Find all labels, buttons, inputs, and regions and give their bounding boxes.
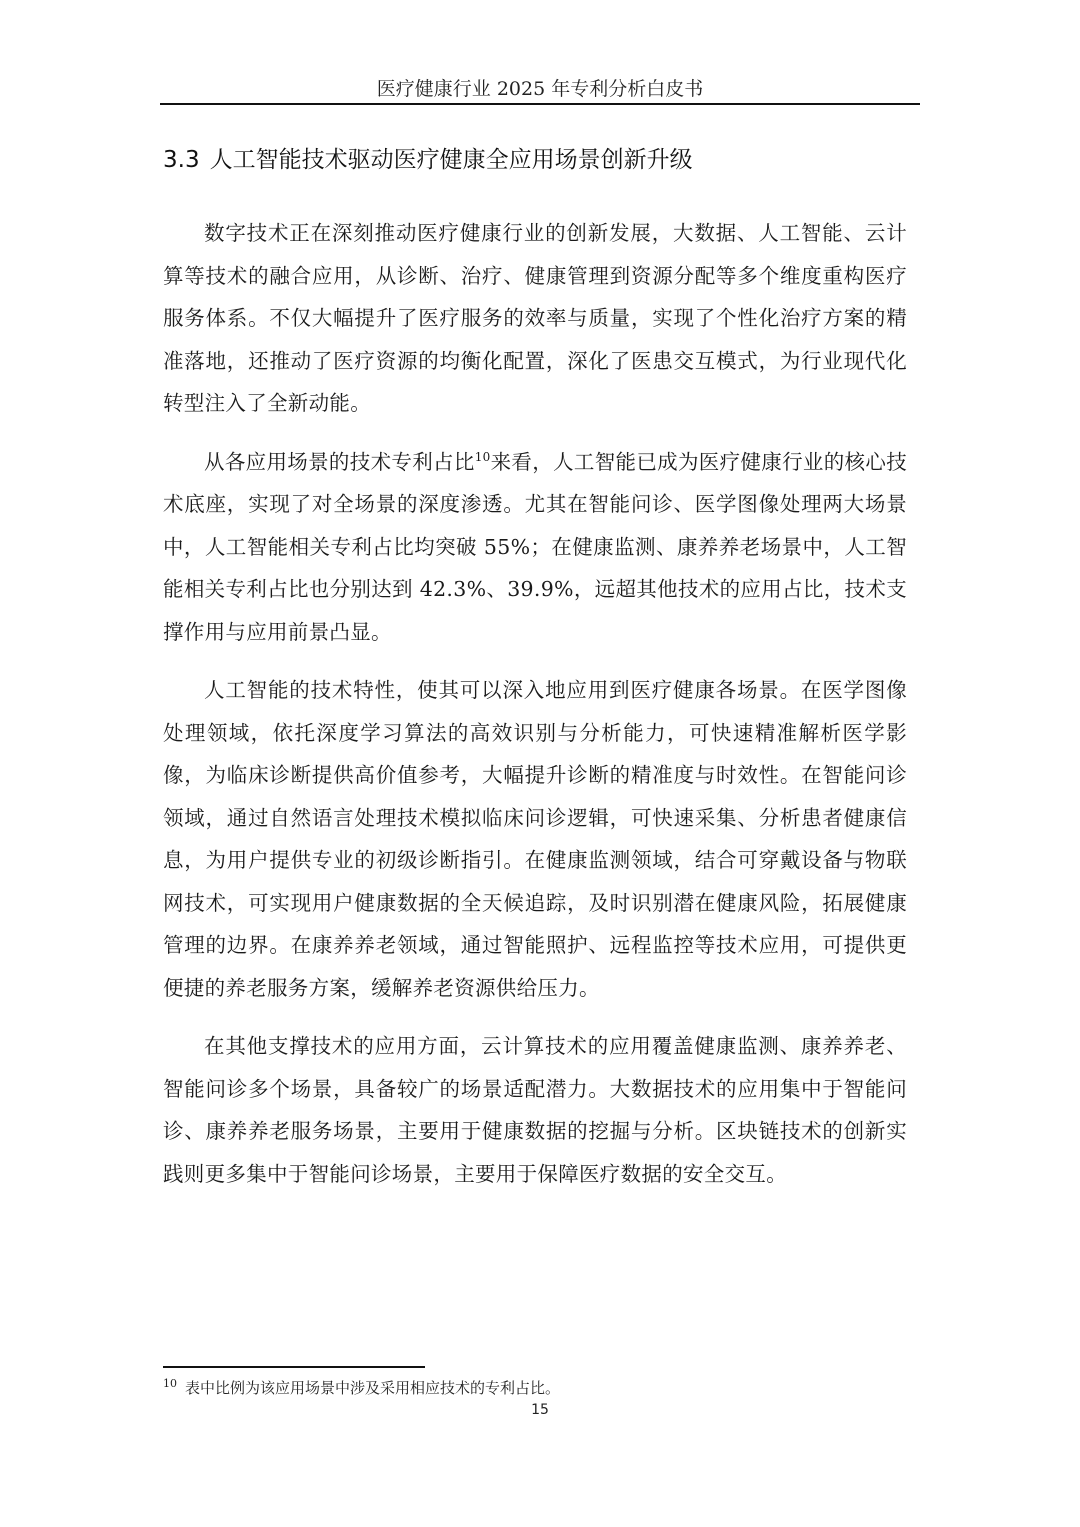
running-header: 医疗健康行业 2025 年专利分析白皮书 [376, 78, 704, 100]
footnote-text: 表中比例为该应用场景中涉及采用相应技术的专利占比。 [185, 1379, 561, 1397]
footnote-mark: 10 [163, 1377, 177, 1390]
paragraph-4: 在其他支撑技术的应用方面，云计算技术的应用覆盖健康监测、康养养老、智能问诊多个场景，具备较广的场景适配潜力。大数据技术的应用集中于智能问诊、康养养老服务场景，主要用于健康数据的挖掘与分析。区块链技术的创新实践则更多集中于智能问诊场景，主要用于保障医疗数据的安全交互。 [163, 1034, 907, 1186]
footnote-reference[interactable]: 10 [474, 449, 491, 464]
paragraph-1: 数字技术正在深刻推动医疗健康行业的创新发展，大数据、人工智能、云计算等技术的融合应用，从诊断、治疗、健康管理到资源分配等多个维度重构医疗服务体系。不仅大幅提升了医疗服务的效率与质量，实现了个性化治疗方案的精准落地，还推动了医疗资源的均衡化配置，深化了医患交互模式，为行业现代化转型注入了全新动能。 [163, 221, 907, 415]
page-number: 15 [531, 1402, 549, 1418]
footnote-divider [163, 1366, 425, 1368]
paragraph-2 [163, 441, 907, 654]
header-divider [160, 103, 920, 105]
section-title: 人工智能技术驱动医疗健康全应用场景创新升级 [209, 147, 693, 173]
paragraph-2-lead: 从各应用场景的技术专利占比 [204, 449, 475, 474]
section-heading [163, 142, 923, 178]
footnote [163, 1378, 903, 1398]
paragraph-2-rest: 来看，人工智能已成为医疗健康行业的核心技术底座，实现了对全场景的深度渗透。尤其在智能问诊、医学图像处理两大场景中，人工智能相关专利占比均突破 55%；在健康监测、康养养老场景中，人工智能相关专利占比也分别达到 42.3%、39.9%，远超其他技术的应用占比，技术支撑作用与应用前景凸显。 [163, 449, 907, 644]
section-number: 3.3 [163, 147, 200, 173]
body-text [163, 212, 907, 1211]
paragraph-3: 人工智能的技术特性，使其可以深入地应用到医疗健康各场景。在医学图像处理领域，依托深度学习算法的高效识别与分析能力，可快速精准解析医学影像，为临床诊断提供高价值参考，大幅提升诊断的精准度与时效性。在智能问诊领域，通过自然语言处理技术模拟临床问诊逻辑，可快速采集、分析患者健康信息，为用户提供专业的初级诊断指引。在健康监测领域，结合可穿戴设备与物联网技术，可实现用户健康数据的全天候追踪，及时识别潜在健康风险，拓展健康管理的边界。在康养养老领域，通过智能照护、远程监控等技术应用，可提供更便捷的养老服务方案，缓解养老资源供给压力。 [163, 678, 907, 1000]
